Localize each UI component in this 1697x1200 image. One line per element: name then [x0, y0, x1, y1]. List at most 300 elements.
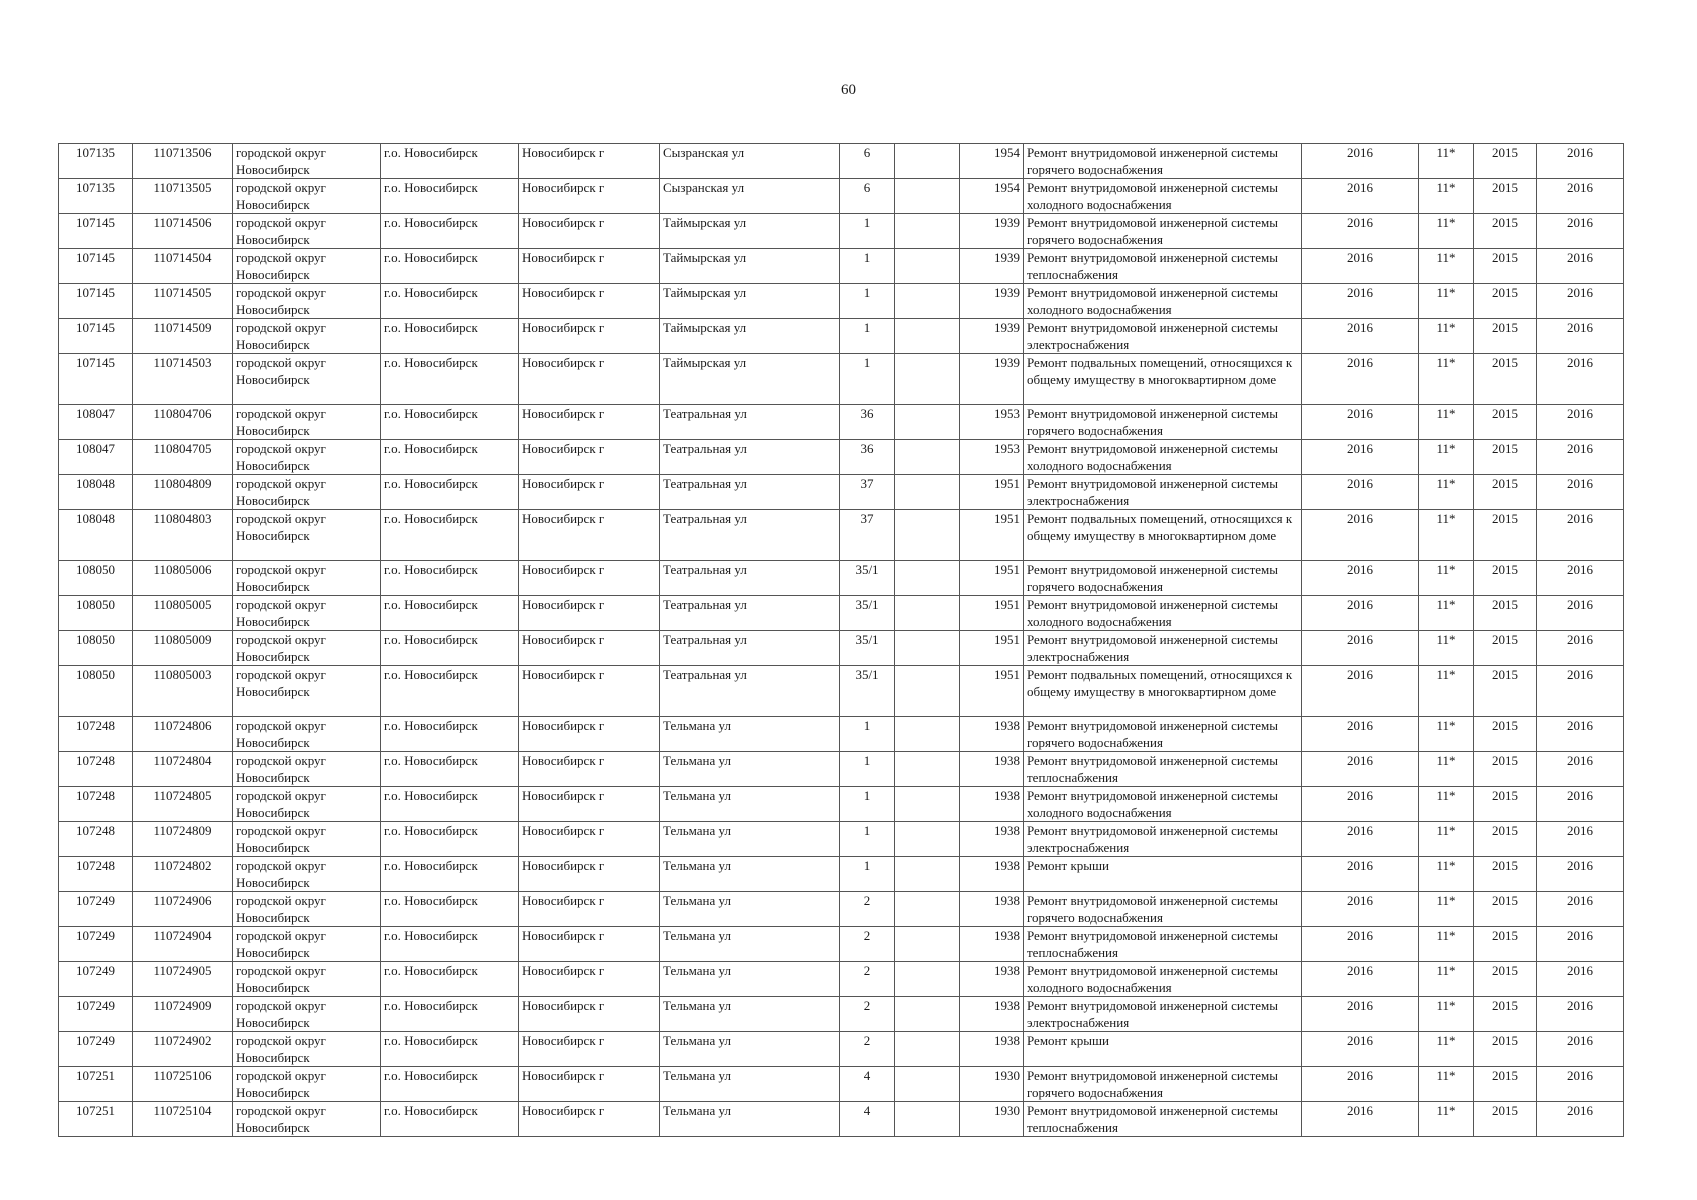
- object-id-cell: 108050: [59, 561, 133, 596]
- municipality-cell: городской округ Новосибирск: [233, 892, 381, 927]
- work-id-cell: 110725106: [133, 1067, 233, 1102]
- end-year-cell: 2016: [1537, 892, 1624, 927]
- settlement-cell: г.о. Новосибирск: [381, 892, 519, 927]
- table-row: [59, 405, 1624, 440]
- end-year-cell: 2016: [1537, 717, 1624, 752]
- build-year-cell: 1938: [960, 857, 1024, 892]
- object-id-cell: 107135: [59, 179, 133, 214]
- build-year-cell: 1939: [960, 319, 1024, 354]
- building-cell: [895, 354, 960, 405]
- code-cell: 11*: [1419, 857, 1474, 892]
- street-cell: Таймырская ул: [660, 319, 840, 354]
- house-number-cell: 2: [840, 927, 895, 962]
- work-type-cell: Ремонт внутридомовой инженерной системы электроснабжения: [1024, 475, 1302, 510]
- settlement-cell: г.о. Новосибирск: [381, 997, 519, 1032]
- settlement-cell: г.о. Новосибирск: [381, 1067, 519, 1102]
- plan-year-cell: 2016: [1302, 179, 1419, 214]
- work-id-cell: 110724904: [133, 927, 233, 962]
- plan-year-cell: 2016: [1302, 561, 1419, 596]
- table-row: [59, 631, 1624, 666]
- table-row: [59, 787, 1624, 822]
- build-year-cell: 1954: [960, 179, 1024, 214]
- municipality-cell: городской округ Новосибирск: [233, 319, 381, 354]
- table-row: [59, 666, 1624, 717]
- street-cell: Тельмана ул: [660, 752, 840, 787]
- end-year-cell: 2016: [1537, 1102, 1624, 1137]
- code-cell: 11*: [1419, 752, 1474, 787]
- work-id-cell: 110714505: [133, 284, 233, 319]
- city-cell: Новосибирск г: [519, 752, 660, 787]
- end-year-cell: 2016: [1537, 561, 1624, 596]
- build-year-cell: 1930: [960, 1102, 1024, 1137]
- street-cell: Тельмана ул: [660, 997, 840, 1032]
- start-year-cell: 2015: [1474, 1102, 1537, 1137]
- work-type-cell: Ремонт подвальных помещений, относящихся к общему имуществу в многоквартирном доме: [1024, 510, 1302, 561]
- house-number-cell: 2: [840, 962, 895, 997]
- house-number-cell: 2: [840, 892, 895, 927]
- building-cell: [895, 596, 960, 631]
- work-id-cell: 110714506: [133, 214, 233, 249]
- house-number-cell: 37: [840, 475, 895, 510]
- work-type-cell: Ремонт внутридомовой инженерной системы горячего водоснабжения: [1024, 405, 1302, 440]
- city-cell: Новосибирск г: [519, 596, 660, 631]
- work-id-cell: 110724802: [133, 857, 233, 892]
- build-year-cell: 1953: [960, 440, 1024, 475]
- start-year-cell: 2015: [1474, 962, 1537, 997]
- start-year-cell: 2015: [1474, 787, 1537, 822]
- settlement-cell: г.о. Новосибирск: [381, 561, 519, 596]
- house-number-cell: 1: [840, 354, 895, 405]
- settlement-cell: г.о. Новосибирск: [381, 1102, 519, 1137]
- work-id-cell: 110724805: [133, 787, 233, 822]
- work-id-cell: 110804809: [133, 475, 233, 510]
- object-id-cell: 108047: [59, 405, 133, 440]
- end-year-cell: 2016: [1537, 319, 1624, 354]
- start-year-cell: 2015: [1474, 752, 1537, 787]
- plan-year-cell: 2016: [1302, 752, 1419, 787]
- end-year-cell: 2016: [1537, 1067, 1624, 1102]
- table-row: [59, 857, 1624, 892]
- building-cell: [895, 962, 960, 997]
- code-cell: 11*: [1419, 319, 1474, 354]
- build-year-cell: 1939: [960, 354, 1024, 405]
- end-year-cell: 2016: [1537, 179, 1624, 214]
- table-row: [59, 752, 1624, 787]
- work-id-cell: 110714504: [133, 249, 233, 284]
- table-row: [59, 717, 1624, 752]
- object-id-cell: 107251: [59, 1067, 133, 1102]
- building-cell: [895, 717, 960, 752]
- build-year-cell: 1939: [960, 214, 1024, 249]
- settlement-cell: г.о. Новосибирск: [381, 822, 519, 857]
- end-year-cell: 2016: [1537, 144, 1624, 179]
- end-year-cell: 2016: [1537, 631, 1624, 666]
- municipality-cell: городской округ Новосибирск: [233, 1102, 381, 1137]
- settlement-cell: г.о. Новосибирск: [381, 1032, 519, 1067]
- work-type-cell: Ремонт внутридомовой инженерной системы электроснабжения: [1024, 319, 1302, 354]
- municipality-cell: городской округ Новосибирск: [233, 717, 381, 752]
- code-cell: 11*: [1419, 214, 1474, 249]
- object-id-cell: 107145: [59, 319, 133, 354]
- object-id-cell: 107145: [59, 354, 133, 405]
- city-cell: Новосибирск г: [519, 214, 660, 249]
- work-type-cell: Ремонт внутридомовой инженерной системы теплоснабжения: [1024, 927, 1302, 962]
- municipality-cell: городской округ Новосибирск: [233, 596, 381, 631]
- house-number-cell: 35/1: [840, 631, 895, 666]
- build-year-cell: 1938: [960, 1032, 1024, 1067]
- end-year-cell: 2016: [1537, 1032, 1624, 1067]
- work-id-cell: 110724905: [133, 962, 233, 997]
- object-id-cell: 108050: [59, 631, 133, 666]
- building-cell: [895, 440, 960, 475]
- settlement-cell: г.о. Новосибирск: [381, 666, 519, 717]
- plan-year-cell: 2016: [1302, 144, 1419, 179]
- table-row: [59, 962, 1624, 997]
- code-cell: 11*: [1419, 144, 1474, 179]
- start-year-cell: 2015: [1474, 927, 1537, 962]
- house-number-cell: 1: [840, 822, 895, 857]
- city-cell: Новосибирск г: [519, 717, 660, 752]
- municipality-cell: городской округ Новосибирск: [233, 144, 381, 179]
- settlement-cell: г.о. Новосибирск: [381, 752, 519, 787]
- code-cell: 11*: [1419, 997, 1474, 1032]
- work-type-cell: Ремонт внутридомовой инженерной системы холодного водоснабжения: [1024, 787, 1302, 822]
- work-type-cell: Ремонт внутридомовой инженерной системы электроснабжения: [1024, 822, 1302, 857]
- start-year-cell: 2015: [1474, 440, 1537, 475]
- build-year-cell: 1938: [960, 962, 1024, 997]
- work-id-cell: 110724906: [133, 892, 233, 927]
- plan-year-cell: 2016: [1302, 405, 1419, 440]
- table-row: [59, 475, 1624, 510]
- table-row: [59, 440, 1624, 475]
- object-id-cell: 107145: [59, 214, 133, 249]
- street-cell: Театральная ул: [660, 596, 840, 631]
- municipality-cell: городской округ Новосибирск: [233, 510, 381, 561]
- settlement-cell: г.о. Новосибирск: [381, 284, 519, 319]
- settlement-cell: г.о. Новосибирск: [381, 144, 519, 179]
- municipality-cell: городской округ Новосибирск: [233, 1032, 381, 1067]
- end-year-cell: 2016: [1537, 284, 1624, 319]
- building-cell: [895, 787, 960, 822]
- code-cell: 11*: [1419, 510, 1474, 561]
- build-year-cell: 1938: [960, 822, 1024, 857]
- build-year-cell: 1951: [960, 561, 1024, 596]
- house-number-cell: 35/1: [840, 561, 895, 596]
- city-cell: Новосибирск г: [519, 927, 660, 962]
- work-id-cell: 110724804: [133, 752, 233, 787]
- settlement-cell: г.о. Новосибирск: [381, 927, 519, 962]
- work-id-cell: 110724809: [133, 822, 233, 857]
- building-cell: [895, 284, 960, 319]
- table-row: [59, 596, 1624, 631]
- registry-body: [59, 144, 1624, 1137]
- build-year-cell: 1951: [960, 475, 1024, 510]
- municipality-cell: городской округ Новосибирск: [233, 752, 381, 787]
- house-number-cell: 36: [840, 405, 895, 440]
- municipality-cell: городской округ Новосибирск: [233, 475, 381, 510]
- table-row: [59, 249, 1624, 284]
- end-year-cell: 2016: [1537, 666, 1624, 717]
- street-cell: Сызранская ул: [660, 144, 840, 179]
- code-cell: 11*: [1419, 1032, 1474, 1067]
- table-row: [59, 1102, 1624, 1137]
- city-cell: Новосибирск г: [519, 144, 660, 179]
- street-cell: Сызранская ул: [660, 179, 840, 214]
- page-number: 60: [841, 82, 856, 98]
- table-row: [59, 144, 1624, 179]
- code-cell: 11*: [1419, 475, 1474, 510]
- city-cell: Новосибирск г: [519, 892, 660, 927]
- work-id-cell: 110804706: [133, 405, 233, 440]
- end-year-cell: 2016: [1537, 354, 1624, 405]
- municipality-cell: городской округ Новосибирск: [233, 787, 381, 822]
- street-cell: Тельмана ул: [660, 822, 840, 857]
- house-number-cell: 6: [840, 144, 895, 179]
- work-id-cell: 110804803: [133, 510, 233, 561]
- work-type-cell: Ремонт внутридомовой инженерной системы холодного водоснабжения: [1024, 440, 1302, 475]
- house-number-cell: 2: [840, 1032, 895, 1067]
- settlement-cell: г.о. Новосибирск: [381, 405, 519, 440]
- plan-year-cell: 2016: [1302, 1102, 1419, 1137]
- object-id-cell: 108050: [59, 666, 133, 717]
- city-cell: Новосибирск г: [519, 319, 660, 354]
- end-year-cell: 2016: [1537, 822, 1624, 857]
- start-year-cell: 2015: [1474, 666, 1537, 717]
- start-year-cell: 2015: [1474, 997, 1537, 1032]
- plan-year-cell: 2016: [1302, 319, 1419, 354]
- table-row: [59, 1067, 1624, 1102]
- house-number-cell: 1: [840, 752, 895, 787]
- work-type-cell: Ремонт внутридомовой инженерной системы горячего водоснабжения: [1024, 1067, 1302, 1102]
- building-cell: [895, 822, 960, 857]
- city-cell: Новосибирск г: [519, 510, 660, 561]
- house-number-cell: 2: [840, 997, 895, 1032]
- table-row: [59, 561, 1624, 596]
- house-number-cell: 1: [840, 717, 895, 752]
- house-number-cell: 35/1: [840, 596, 895, 631]
- build-year-cell: 1939: [960, 284, 1024, 319]
- object-id-cell: 107249: [59, 962, 133, 997]
- plan-year-cell: 2016: [1302, 284, 1419, 319]
- house-number-cell: 1: [840, 214, 895, 249]
- house-number-cell: 36: [840, 440, 895, 475]
- building-cell: [895, 405, 960, 440]
- work-id-cell: 110805003: [133, 666, 233, 717]
- plan-year-cell: 2016: [1302, 214, 1419, 249]
- table-row: [59, 284, 1624, 319]
- start-year-cell: 2015: [1474, 249, 1537, 284]
- object-id-cell: 108048: [59, 475, 133, 510]
- table-row: [59, 319, 1624, 354]
- municipality-cell: городской округ Новосибирск: [233, 561, 381, 596]
- plan-year-cell: 2016: [1302, 787, 1419, 822]
- work-type-cell: Ремонт подвальных помещений, относящихся к общему имуществу в многоквартирном доме: [1024, 666, 1302, 717]
- work-id-cell: 110713506: [133, 144, 233, 179]
- build-year-cell: 1951: [960, 596, 1024, 631]
- house-number-cell: 6: [840, 179, 895, 214]
- table-row: [59, 1032, 1624, 1067]
- house-number-cell: 35/1: [840, 666, 895, 717]
- table-row: [59, 179, 1624, 214]
- plan-year-cell: 2016: [1302, 822, 1419, 857]
- end-year-cell: 2016: [1537, 857, 1624, 892]
- settlement-cell: г.о. Новосибирск: [381, 857, 519, 892]
- start-year-cell: 2015: [1474, 1032, 1537, 1067]
- work-type-cell: Ремонт крыши: [1024, 1032, 1302, 1067]
- object-id-cell: 107248: [59, 822, 133, 857]
- plan-year-cell: 2016: [1302, 927, 1419, 962]
- code-cell: 11*: [1419, 354, 1474, 405]
- object-id-cell: 107251: [59, 1102, 133, 1137]
- plan-year-cell: 2016: [1302, 631, 1419, 666]
- house-number-cell: 1: [840, 787, 895, 822]
- object-id-cell: 107249: [59, 927, 133, 962]
- building-cell: [895, 214, 960, 249]
- street-cell: Тельмана ул: [660, 1032, 840, 1067]
- settlement-cell: г.о. Новосибирск: [381, 319, 519, 354]
- work-type-cell: Ремонт внутридомовой инженерной системы горячего водоснабжения: [1024, 717, 1302, 752]
- end-year-cell: 2016: [1537, 405, 1624, 440]
- build-year-cell: 1938: [960, 927, 1024, 962]
- city-cell: Новосибирск г: [519, 631, 660, 666]
- work-type-cell: Ремонт внутридомовой инженерной системы холодного водоснабжения: [1024, 284, 1302, 319]
- code-cell: 11*: [1419, 179, 1474, 214]
- work-type-cell: Ремонт внутридомовой инженерной системы горячего водоснабжения: [1024, 144, 1302, 179]
- work-type-cell: Ремонт внутридомовой инженерной системы электроснабжения: [1024, 997, 1302, 1032]
- building-cell: [895, 319, 960, 354]
- code-cell: 11*: [1419, 631, 1474, 666]
- start-year-cell: 2015: [1474, 596, 1537, 631]
- municipality-cell: городской округ Новосибирск: [233, 962, 381, 997]
- build-year-cell: 1951: [960, 510, 1024, 561]
- plan-year-cell: 2016: [1302, 962, 1419, 997]
- code-cell: 11*: [1419, 405, 1474, 440]
- street-cell: Тельмана ул: [660, 857, 840, 892]
- building-cell: [895, 892, 960, 927]
- city-cell: Новосибирск г: [519, 1067, 660, 1102]
- house-number-cell: 1: [840, 857, 895, 892]
- code-cell: 11*: [1419, 561, 1474, 596]
- build-year-cell: 1951: [960, 666, 1024, 717]
- house-number-cell: 1: [840, 249, 895, 284]
- work-id-cell: 110805006: [133, 561, 233, 596]
- street-cell: Тельмана ул: [660, 1067, 840, 1102]
- house-number-cell: 4: [840, 1102, 895, 1137]
- end-year-cell: 2016: [1537, 997, 1624, 1032]
- street-cell: Тельмана ул: [660, 717, 840, 752]
- street-cell: Таймырская ул: [660, 249, 840, 284]
- object-id-cell: 107249: [59, 1032, 133, 1067]
- start-year-cell: 2015: [1474, 631, 1537, 666]
- code-cell: 11*: [1419, 962, 1474, 997]
- street-cell: Театральная ул: [660, 631, 840, 666]
- building-cell: [895, 631, 960, 666]
- build-year-cell: 1951: [960, 631, 1024, 666]
- start-year-cell: 2015: [1474, 561, 1537, 596]
- street-cell: Театральная ул: [660, 561, 840, 596]
- code-cell: 11*: [1419, 284, 1474, 319]
- street-cell: Театральная ул: [660, 475, 840, 510]
- building-cell: [895, 752, 960, 787]
- object-id-cell: 107248: [59, 857, 133, 892]
- start-year-cell: 2015: [1474, 319, 1537, 354]
- city-cell: Новосибирск г: [519, 249, 660, 284]
- house-number-cell: 1: [840, 319, 895, 354]
- municipality-cell: городской округ Новосибирск: [233, 666, 381, 717]
- work-type-cell: Ремонт внутридомовой инженерной системы теплоснабжения: [1024, 1102, 1302, 1137]
- end-year-cell: 2016: [1537, 510, 1624, 561]
- settlement-cell: г.о. Новосибирск: [381, 354, 519, 405]
- city-cell: Новосибирск г: [519, 440, 660, 475]
- object-id-cell: 107145: [59, 284, 133, 319]
- house-number-cell: 4: [840, 1067, 895, 1102]
- building-cell: [895, 249, 960, 284]
- work-id-cell: 110713505: [133, 179, 233, 214]
- plan-year-cell: 2016: [1302, 857, 1419, 892]
- build-year-cell: 1938: [960, 997, 1024, 1032]
- start-year-cell: 2015: [1474, 717, 1537, 752]
- code-cell: 11*: [1419, 666, 1474, 717]
- building-cell: [895, 561, 960, 596]
- city-cell: Новосибирск г: [519, 857, 660, 892]
- work-type-cell: Ремонт внутридомовой инженерной системы холодного водоснабжения: [1024, 962, 1302, 997]
- end-year-cell: 2016: [1537, 596, 1624, 631]
- build-year-cell: 1938: [960, 752, 1024, 787]
- city-cell: Новосибирск г: [519, 962, 660, 997]
- code-cell: 11*: [1419, 717, 1474, 752]
- city-cell: Новосибирск г: [519, 284, 660, 319]
- object-id-cell: 107249: [59, 997, 133, 1032]
- work-id-cell: 110724902: [133, 1032, 233, 1067]
- start-year-cell: 2015: [1474, 892, 1537, 927]
- work-id-cell: 110724806: [133, 717, 233, 752]
- municipality-cell: городской округ Новосибирск: [233, 284, 381, 319]
- building-cell: [895, 510, 960, 561]
- object-id-cell: 107248: [59, 717, 133, 752]
- plan-year-cell: 2016: [1302, 717, 1419, 752]
- table-row: [59, 354, 1624, 405]
- work-id-cell: 110724909: [133, 997, 233, 1032]
- work-type-cell: Ремонт подвальных помещений, относящихся к общему имуществу в многоквартирном доме: [1024, 354, 1302, 405]
- code-cell: 11*: [1419, 596, 1474, 631]
- work-type-cell: Ремонт внутридомовой инженерной системы горячего водоснабжения: [1024, 214, 1302, 249]
- code-cell: 11*: [1419, 440, 1474, 475]
- code-cell: 11*: [1419, 892, 1474, 927]
- settlement-cell: г.о. Новосибирск: [381, 179, 519, 214]
- street-cell: Таймырская ул: [660, 354, 840, 405]
- object-id-cell: 107135: [59, 144, 133, 179]
- build-year-cell: 1953: [960, 405, 1024, 440]
- build-year-cell: 1938: [960, 717, 1024, 752]
- object-id-cell: 108048: [59, 510, 133, 561]
- building-cell: [895, 997, 960, 1032]
- end-year-cell: 2016: [1537, 214, 1624, 249]
- settlement-cell: г.о. Новосибирск: [381, 475, 519, 510]
- municipality-cell: городской округ Новосибирск: [233, 822, 381, 857]
- house-number-cell: 37: [840, 510, 895, 561]
- code-cell: 11*: [1419, 927, 1474, 962]
- work-id-cell: 110805005: [133, 596, 233, 631]
- table-row: [59, 214, 1624, 249]
- start-year-cell: 2015: [1474, 510, 1537, 561]
- street-cell: Тельмана ул: [660, 787, 840, 822]
- building-cell: [895, 857, 960, 892]
- build-year-cell: 1930: [960, 1067, 1024, 1102]
- end-year-cell: 2016: [1537, 962, 1624, 997]
- start-year-cell: 2015: [1474, 1067, 1537, 1102]
- street-cell: Театральная ул: [660, 510, 840, 561]
- object-id-cell: 107248: [59, 787, 133, 822]
